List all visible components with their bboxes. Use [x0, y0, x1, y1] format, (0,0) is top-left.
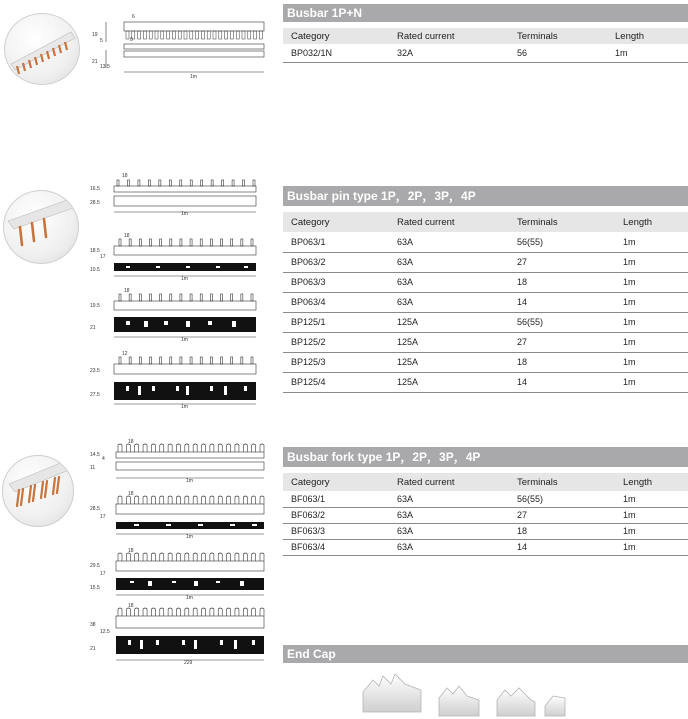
- fork-drawing-2: [86, 488, 270, 540]
- dim-width: 1m: [181, 276, 188, 282]
- dim-width: 1m: [186, 595, 193, 601]
- dim-width: 1m: [190, 74, 197, 80]
- busbar-pin-photo: [3, 190, 79, 264]
- dim-h2: 4: [102, 456, 105, 462]
- busbar-1pn-drawing: [86, 10, 266, 85]
- dim-width: 1m: [186, 534, 193, 540]
- col-terminals: Terminals: [509, 28, 607, 44]
- col-terminals: Terminals: [509, 473, 615, 491]
- section-title-end-cap: End Cap: [283, 645, 688, 663]
- pin-drawing-4: [86, 348, 266, 410]
- dim-width: 1m: [186, 478, 193, 484]
- col-rated-current: Rated current: [389, 28, 509, 44]
- dim-h3: 10.5: [90, 267, 100, 273]
- dim-h2: 28.5: [90, 200, 100, 206]
- dim-h2: 12.5: [100, 629, 110, 635]
- section-title-busbar-pin: Busbar pin type 1P，2P，3P，4P: [283, 186, 688, 206]
- fork-drawing-4: [86, 600, 270, 666]
- dim-pitch: 18: [128, 491, 134, 497]
- table-row: BP063/2 63A 27 1m: [283, 252, 688, 272]
- end-cap-photo: [355, 666, 585, 719]
- table-row: BF063/4 63A 14 1m: [283, 539, 688, 555]
- table-row: BP125/1 125A 56(55) 1m: [283, 312, 688, 332]
- table-busbar-fork: [283, 473, 688, 556]
- dim-h1: 18.5: [90, 248, 100, 254]
- table-row: BP125/3 125A 18 1m: [283, 352, 688, 372]
- dim-h2: 17: [100, 254, 106, 260]
- busbar-fork-photo: [2, 455, 74, 527]
- dim-h1: 28.5: [90, 506, 100, 512]
- dim-h3: 21: [90, 646, 96, 652]
- pin-drawing-3: [86, 285, 266, 343]
- dim-h2: 17: [100, 571, 106, 577]
- dim-h2: 27.5: [90, 392, 100, 398]
- section-title-busbar-fork: Busbar fork type 1P，2P，3P，4P: [283, 447, 688, 467]
- dim-h4: 21: [92, 59, 98, 65]
- dim-pitch: 18: [128, 548, 134, 554]
- busbar-1pn-photo: [4, 13, 80, 85]
- dim-h3: 15.5: [90, 585, 100, 591]
- col-length: Length: [607, 28, 688, 44]
- dim-pitch: 18: [122, 173, 128, 179]
- dim-h1: 29.5: [90, 563, 100, 569]
- dim-h1: 19.5: [90, 303, 100, 309]
- dim-top: 6: [132, 14, 135, 20]
- table-row: BP063/4 63A 14 1m: [283, 292, 688, 312]
- pin-drawing-1: [86, 170, 266, 216]
- table-row: BP063/3 63A 18 1m: [283, 272, 688, 292]
- table-row: BF063/1 63A 56(55) 1m: [283, 491, 688, 507]
- table-row: BP125/2 125A 27 1m: [283, 332, 688, 352]
- dim-width: 1m: [181, 337, 188, 343]
- col-rated-current: Rated current: [389, 212, 509, 232]
- col-category: Category: [283, 212, 389, 232]
- table-row: BP125/4 125A 14 1m: [283, 372, 688, 392]
- dim-h2: 21: [90, 325, 96, 331]
- dim-width: 229: [184, 660, 193, 666]
- dim-h3: 8: [130, 37, 133, 43]
- dim-pitch: 18: [124, 288, 130, 294]
- table-row: BF063/2 63A 27 1m: [283, 507, 688, 523]
- dim-h5: 13.5: [100, 64, 110, 70]
- col-rated-current: Rated current: [389, 473, 509, 491]
- table-row: BP032/1N 32A 56 1m: [283, 44, 688, 62]
- fork-drawing-3: [86, 545, 270, 601]
- table-busbar-pin: [283, 212, 688, 393]
- dim-width: 1m: [181, 211, 188, 216]
- dim-h2: 5: [100, 38, 103, 44]
- dim-h1: 38: [90, 622, 96, 628]
- dim-h2: 17: [100, 514, 106, 520]
- fork-drawing-1: [86, 436, 270, 484]
- dim-width: 1m: [181, 404, 188, 410]
- dim-pitch: 18: [128, 603, 134, 609]
- col-terminals: Terminals: [509, 212, 615, 232]
- col-length: Length: [615, 473, 688, 491]
- dim-pitch: 12: [122, 351, 128, 357]
- dim-h1: 14.5: [90, 452, 100, 458]
- table-row: BP063/1 63A 56(55) 1m: [283, 232, 688, 252]
- table-row: BF063/3 63A 18 1m: [283, 523, 688, 539]
- dim-h3: 11: [90, 465, 96, 471]
- section-title-busbar-1pn: Busbar 1P+N: [283, 4, 688, 22]
- dim-h1: 16.5: [90, 186, 100, 192]
- col-length: Length: [615, 212, 688, 232]
- col-category: Category: [283, 28, 389, 44]
- col-category: Category: [283, 473, 389, 491]
- pin-drawing-2: [86, 230, 266, 282]
- table-busbar-1pn: [283, 28, 688, 63]
- dim-pitch: 18: [124, 233, 130, 239]
- dim-pitch: 18: [128, 439, 134, 445]
- dim-h1: 23.5: [90, 368, 100, 374]
- dim-h1: 19: [92, 32, 98, 38]
